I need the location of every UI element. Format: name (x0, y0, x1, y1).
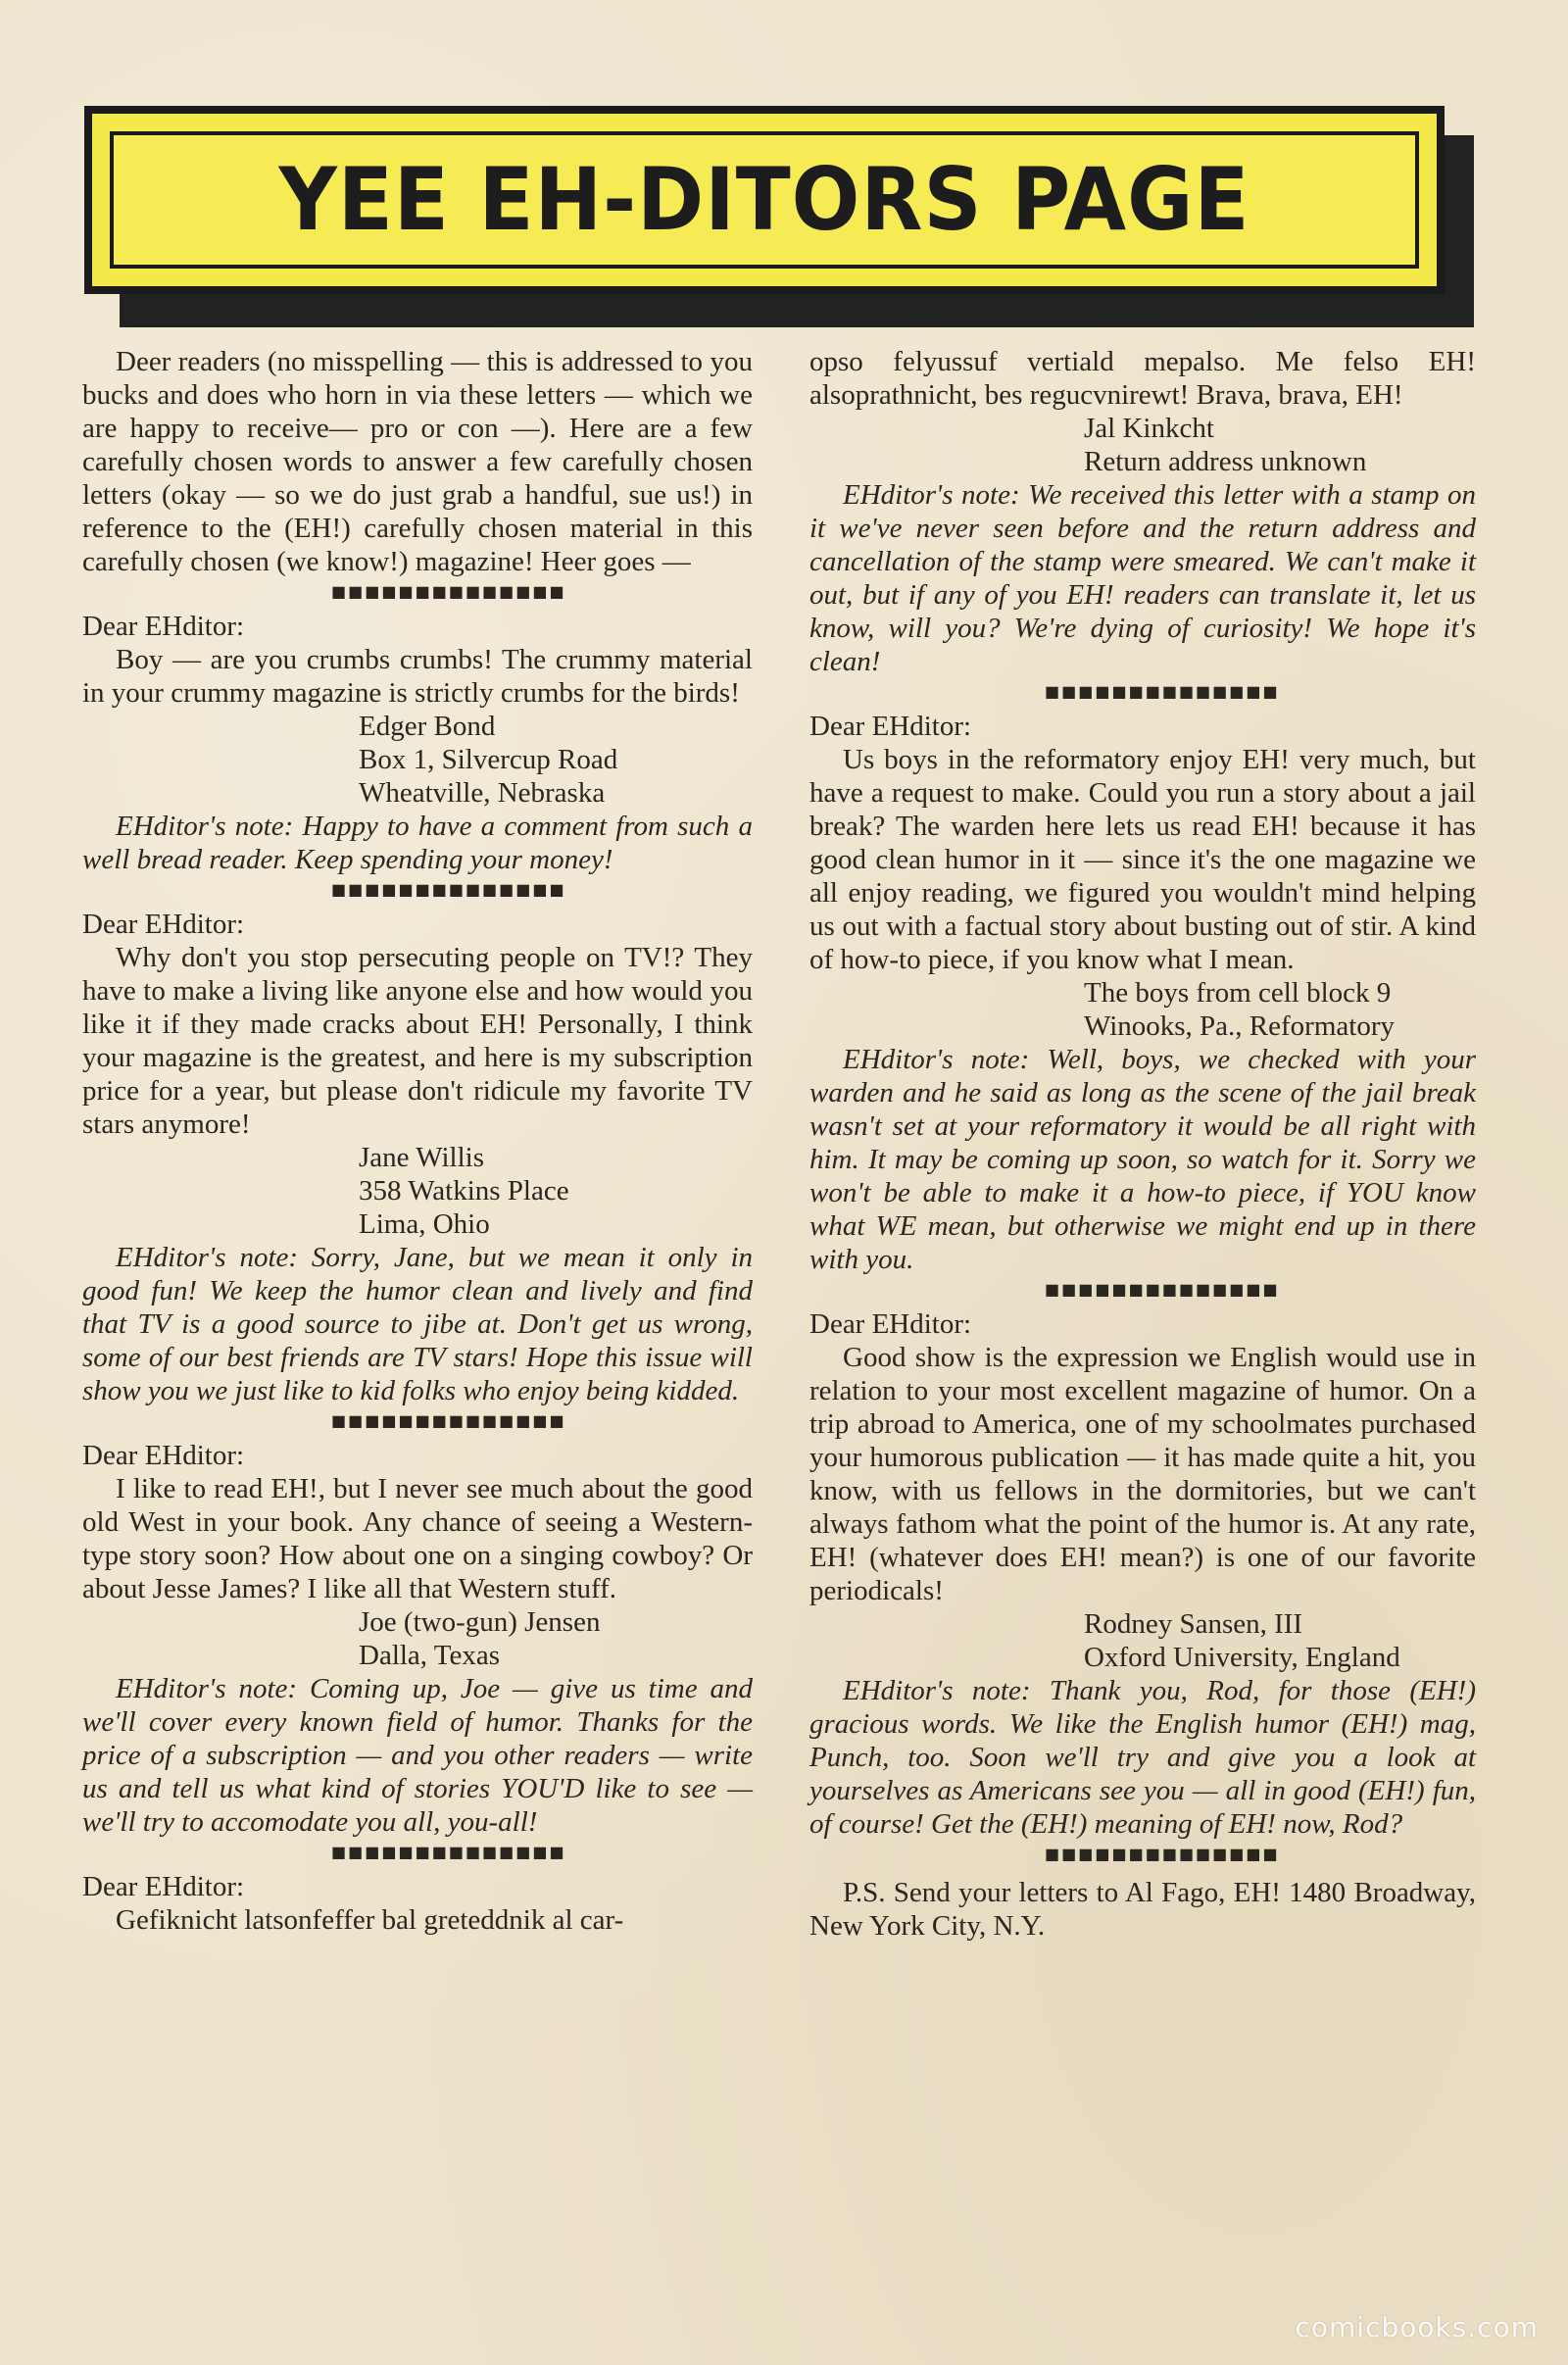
title-banner (84, 106, 1445, 294)
editor-note: EHditor's note: Coming up, Joe — give us time and we'll cover every known field of humor. Thanks for the price of a subscription — and you other readers — write us and tell us what kind of stories YOU'D like to see — we'll try to accomodate you all, you-all! (82, 1673, 753, 1838)
divider: ■■■■■■■■■■■■■■ (1045, 682, 1280, 701)
letter-signature-address: Box 1, Silvercup Road (359, 744, 618, 775)
letter-signature-name: Jal Kinkcht (1084, 413, 1214, 444)
watermark: comicbooks.com (1295, 2311, 1539, 2343)
title-banner-inner (110, 131, 1419, 269)
letter-body: Good show is the expression we English would use in relation to your most excellent magazine of humor. On a trip abroad to America, one of my schoolmates purchased your humorous publication — it has made quite a hit, you know, with us fellows in the dormitories, but we can't always fathom what the point of the humor is. At any rate, EH! (whatever does EH! mean?) is one of our favorite periodicals! (809, 1342, 1476, 1606)
editor-note: EHditor's note: We received this letter with a stamp on it we've never seen before and the return address and cancellation of the stamp were smeared. We can't make it out, but if any of you EH! readers can translate it, let us know, will you? We're dying of curiosity! We hope it's clean! (809, 479, 1476, 677)
letter-signature-address: Winooks, Pa., Reformatory (1084, 1010, 1395, 1042)
letter-body: Why don't you stop persecuting people on TV!? They have to make a living like anyone else and how would you like it if they made cracks about EH! Personally, I think your magazine is the greatest, and here is my subscription price for a year, but please don't ridicule my favorite TV stars anymore! (82, 942, 753, 1140)
postscript: P.S. Send your letters to Al Fago, EH! 1480 Broadway, New York City, N.Y. (809, 1877, 1476, 1942)
editor-note: EHditor's note: Well, boys, we checked with your warden and he said as long as the scene of the jail break wasn't set at your reformatory it would be all right with him. It may be coming up soon, so watch for it. Sorry we won't be able to make it a how-to piece, if YOU know what WE mean, but otherwise we might end up in there with you. (809, 1044, 1476, 1275)
divider: ■■■■■■■■■■■■■■ (331, 582, 566, 601)
letter-signature-city: Wheatville, Nebraska (359, 777, 606, 809)
salutation: Dear EHditor: (82, 1440, 245, 1471)
letter-body: Us boys in the reformatory enjoy EH! very much, but have a request to make. Could you run a story about a jail break? The warden here lets us read EH! because it has good clean humor in it — since it's the one magazine we all enjoy reading, we figured you wouldn't mind helping us out with a factual story about busting out of stir. A kind of how-to piece, if you know what I mean. (809, 744, 1476, 975)
letter-body-continued: opso felyussuf vertiald mepalso. Me felso EH! alsoprathnicht, bes regucvnirewt! Brava, brava, EH! (809, 346, 1476, 411)
salutation: Dear EHditor: (82, 909, 245, 940)
divider: ■■■■■■■■■■■■■■ (1045, 1845, 1280, 1863)
letter-body: Boy — are you crumbs crumbs! The crummy material in your crummy magazine is strictly crumbs for the birds! (82, 644, 753, 709)
letter-signature-name: The boys from cell block 9 (1084, 977, 1392, 1009)
intro-text: Deer readers (no misspelling — this is addressed to you bucks and does who horn in via these letters — which we are happy to receive— pro or con —). Here are a few carefully chosen words to answer a few carefully chosen letters (okay — so we do just grab a handful, sue us!) in reference to the (EH!) carefully chosen material in this carefully chosen (we know!) magazine! Heer goes — (82, 346, 753, 577)
editor-note: EHditor's note: Thank you, Rod, for those (EH!) gracious words. We like the English humor (EH!) mag, Punch, too. Soon we'll try and give you a look at yourselves as Americans see you — all in good (EH!) fun, of course! Get the (EH!) meaning of EH! now, Rod? (809, 1675, 1476, 1840)
salutation: Dear EHditor: (809, 711, 972, 742)
letter-signature-address: Oxford University, England (1084, 1642, 1400, 1673)
letter-signature-name: Rodney Sansen, III (1084, 1608, 1303, 1640)
letter-signature-address: 358 Watkins Place (359, 1175, 569, 1207)
salutation: Dear EHditor: (809, 1308, 972, 1340)
divider: ■■■■■■■■■■■■■■ (331, 880, 566, 899)
right-column (809, 345, 1476, 1943)
editor-note: EHditor's note: Happy to have a comment from such a well bread reader. Keep spending your money! (82, 811, 753, 875)
letter-signature-city: Dalla, Texas (359, 1640, 500, 1671)
editor-note: EHditor's note: Sorry, Jane, but we mean it only in good fun! We keep the humor clean and lively and find that TV is a good source to jibe at. Don't get us wrong, some of our best friends are TV stars! Hope this issue will show you we just like to kid folks who enjoy being kidded. (82, 1242, 753, 1406)
page-title: YEE EH-DITORS PAGE (278, 149, 1250, 251)
left-column (82, 345, 753, 1937)
divider: ■■■■■■■■■■■■■■ (331, 1843, 566, 1861)
letter-signature-name: Jane Willis (359, 1142, 484, 1173)
letter-body: I like to read EH!, but I never see much about the good old West in your book. Any chance of seeing a Western-type story soon? How about one on a singing cowboy? Or about Jesse James? I like all that Western stuff. (82, 1473, 753, 1604)
letter-signature-name: Edger Bond (359, 711, 496, 742)
divider: ■■■■■■■■■■■■■■ (1045, 1280, 1280, 1299)
letter-body: Gefiknicht latsonfeffer bal greteddnik al car- (116, 1904, 624, 1936)
salutation: Dear EHditor: (82, 1871, 245, 1902)
letter-signature-name: Joe (two-gun) Jensen (359, 1606, 601, 1638)
letter-signature-city: Lima, Ohio (359, 1208, 490, 1240)
divider: ■■■■■■■■■■■■■■ (331, 1411, 566, 1430)
letter-signature-address: Return address unknown (1084, 446, 1367, 477)
salutation: Dear EHditor: (82, 611, 245, 642)
